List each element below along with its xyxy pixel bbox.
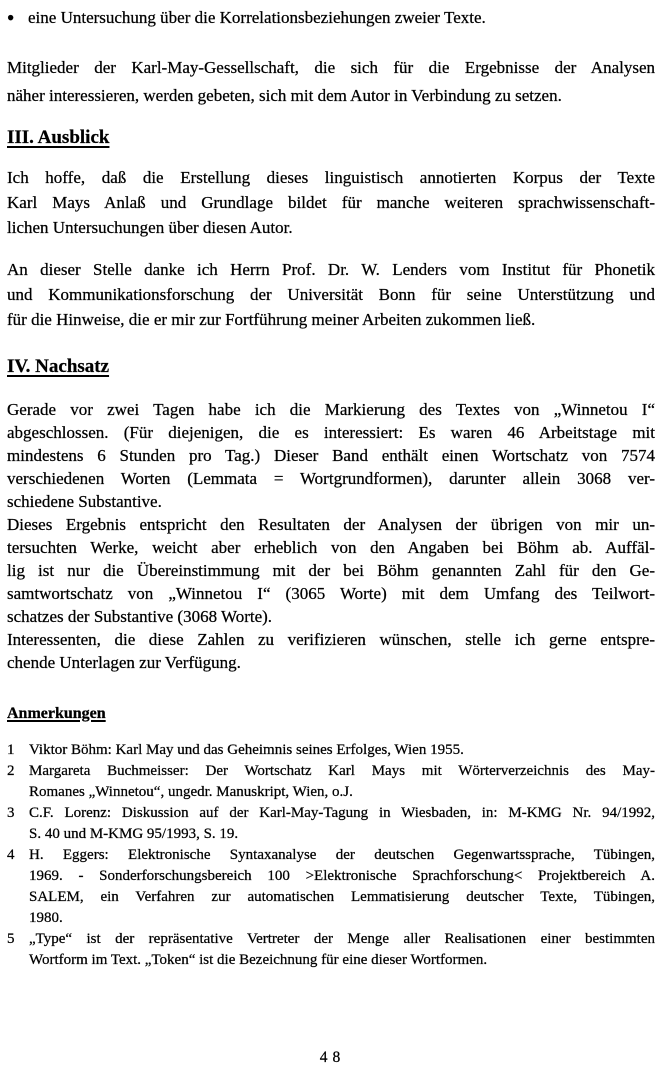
footnote-line: Viktor Böhm: Karl May und das Geheimnis seines Erfolges, Wien 1955. xyxy=(29,742,464,758)
footnote xyxy=(7,803,655,845)
paragraph xyxy=(7,257,655,332)
paragraph-line: und Kommunikationsforschung der Universität Bonn für seine Unterstützung und xyxy=(7,285,655,304)
paragraph-line: Ich hoffe, daß die Erstellung dieses linguistisch annotierten Korpus der Texte xyxy=(7,168,655,187)
footnote-number: 3 xyxy=(7,805,15,821)
paragraph-line: Gerade vor zwei Tagen habe ich die Markierung des Textes von „Winnetou I“ xyxy=(7,400,655,419)
intro-line: näher interessieren, werden gebeten, sich mit dem Autor in Verbindung zu setzen. xyxy=(7,86,562,105)
section-1 xyxy=(7,126,655,332)
paragraph-line: schiedene Substantive. xyxy=(7,492,162,511)
paragraph-line: lichen Untersuchungen über diesen Autor. xyxy=(7,218,293,237)
footnote-text xyxy=(29,803,655,845)
footnote-line: H. Eggers: Elektronische Syntaxanalyse der deutschen Gegenwartssprache, Tübingen, xyxy=(29,847,655,863)
paragraph-line: An dieser Stelle danke ich Herrn Prof. Dr. W. Lenders vom Institut für Phonetik xyxy=(7,260,655,279)
footnote-line: 1980. xyxy=(29,910,63,926)
footnote xyxy=(7,845,655,929)
paragraph xyxy=(7,398,655,513)
footnote-number: 5 xyxy=(7,931,15,947)
bullet-list-item xyxy=(7,5,655,30)
paragraph-line: schatzes der Substantive (3068 Worte). xyxy=(7,607,273,626)
paragraph-line: Karl Mays Anlaß und Grundlage bildet für manche weiteren sprachwissenschaft- xyxy=(7,193,655,212)
footnote-line: 1969. - Sonderforschungsbereich 100 >Elektronische Sprachforschung< Projektbereich A. xyxy=(29,868,655,884)
notes-section xyxy=(7,704,655,971)
footnote xyxy=(7,929,655,971)
section-heading: III. Ausblick xyxy=(7,127,110,148)
footnote-number: 4 xyxy=(7,847,15,863)
intro-line: Mitglieder der Karl-May-Gessellschaft, die sich für die Ergebnisse der Analysen xyxy=(7,58,655,77)
page-number: 48 xyxy=(319,1049,346,1066)
section-2 xyxy=(7,355,655,674)
sections-container xyxy=(7,126,655,674)
footnote xyxy=(7,761,655,803)
section-heading: IV. Nachsatz xyxy=(7,356,110,377)
footnote-text xyxy=(29,761,655,803)
footnote xyxy=(7,740,655,761)
footnote-line: „Type“ ist der repräsentative Vertreter der Menge aller Realisationen einer bestimmten xyxy=(29,931,655,947)
footnote-line: Margareta Buchmeisser: Der Wortschatz Karl Mays mit Wörterverzeichnis des May- xyxy=(29,763,655,779)
notes-heading: Anmerkungen xyxy=(7,705,106,722)
paragraph-line: verschiedenen Worten (Lemmata = Wortgrundformen), darunter allein 3068 ver- xyxy=(7,469,655,488)
footnote-number: 2 xyxy=(7,763,15,779)
paragraph-line: mindestens 6 Stunden pro Tag.) Dieser Band enthält einen Wortschatz von 7574 xyxy=(7,446,655,465)
bullet-item-text: eine Untersuchung über die Korrelationsbeziehungen zweier Texte. xyxy=(28,8,486,27)
paragraph-line: Interessenten, die diese Zahlen zu verifizieren wünschen, stelle ich gerne entspre- xyxy=(7,630,655,649)
paragraph xyxy=(7,628,655,674)
bullet-marker-icon: ● xyxy=(7,10,15,24)
footnote-line: SALEM, ein Verfahren zur automatischen Lemmatisierung deutscher Texte, Tübingen, xyxy=(29,889,655,905)
footnote-line: C.F. Lorenz: Diskussion auf der Karl-May-Tagung in Wiesbaden, in: M-KMG Nr. 94/1992, xyxy=(29,805,655,821)
notes-list xyxy=(7,740,655,971)
footnote-line: S. 40 und M-KMG 95/1993, S. 19. xyxy=(29,826,239,842)
paragraph-line: abgeschlossen. (Für diejenigen, die es interessiert: Es waren 46 Arbeitstage mit xyxy=(7,423,655,442)
page-content xyxy=(7,5,655,971)
intro-paragraph xyxy=(7,54,655,110)
paragraph-line: für die Hinweise, die er mir zur Fortführung meiner Arbeiten zukommen ließ. xyxy=(7,310,536,329)
footnote-text xyxy=(29,740,655,761)
footnote-line: Wortform im Text. „Token“ ist die Bezeichnung für eine dieser Wortformen. xyxy=(29,952,488,968)
paragraph-line: Dieses Ergebnis entspricht den Resultaten der Analysen der übrigen von mir un- xyxy=(7,515,655,534)
footnote-line: Romanes „Winnetou“, ungedr. Manuskript, Wien, o.J. xyxy=(29,784,353,800)
paragraph-line: chende Unterlagen zur Verfügung. xyxy=(7,653,241,672)
paragraph-line: samtwortschatz von „Winnetou I“ (3065 Worte) mit dem Umfang des Teilwort- xyxy=(7,584,655,603)
paragraph-line: lig ist nur die Übereinstimmung mit der bei Böhm genannten Zahl für den Ge- xyxy=(7,561,655,580)
paragraph xyxy=(7,165,655,240)
paragraph xyxy=(7,513,655,628)
footnote-text xyxy=(29,929,655,971)
paragraph-line: tersuchten Werke, weicht aber erheblich von den Angaben bei Böhm ab. Auffäl- xyxy=(7,538,655,557)
footnote-number: 1 xyxy=(7,742,15,758)
footnote-text xyxy=(29,845,655,929)
